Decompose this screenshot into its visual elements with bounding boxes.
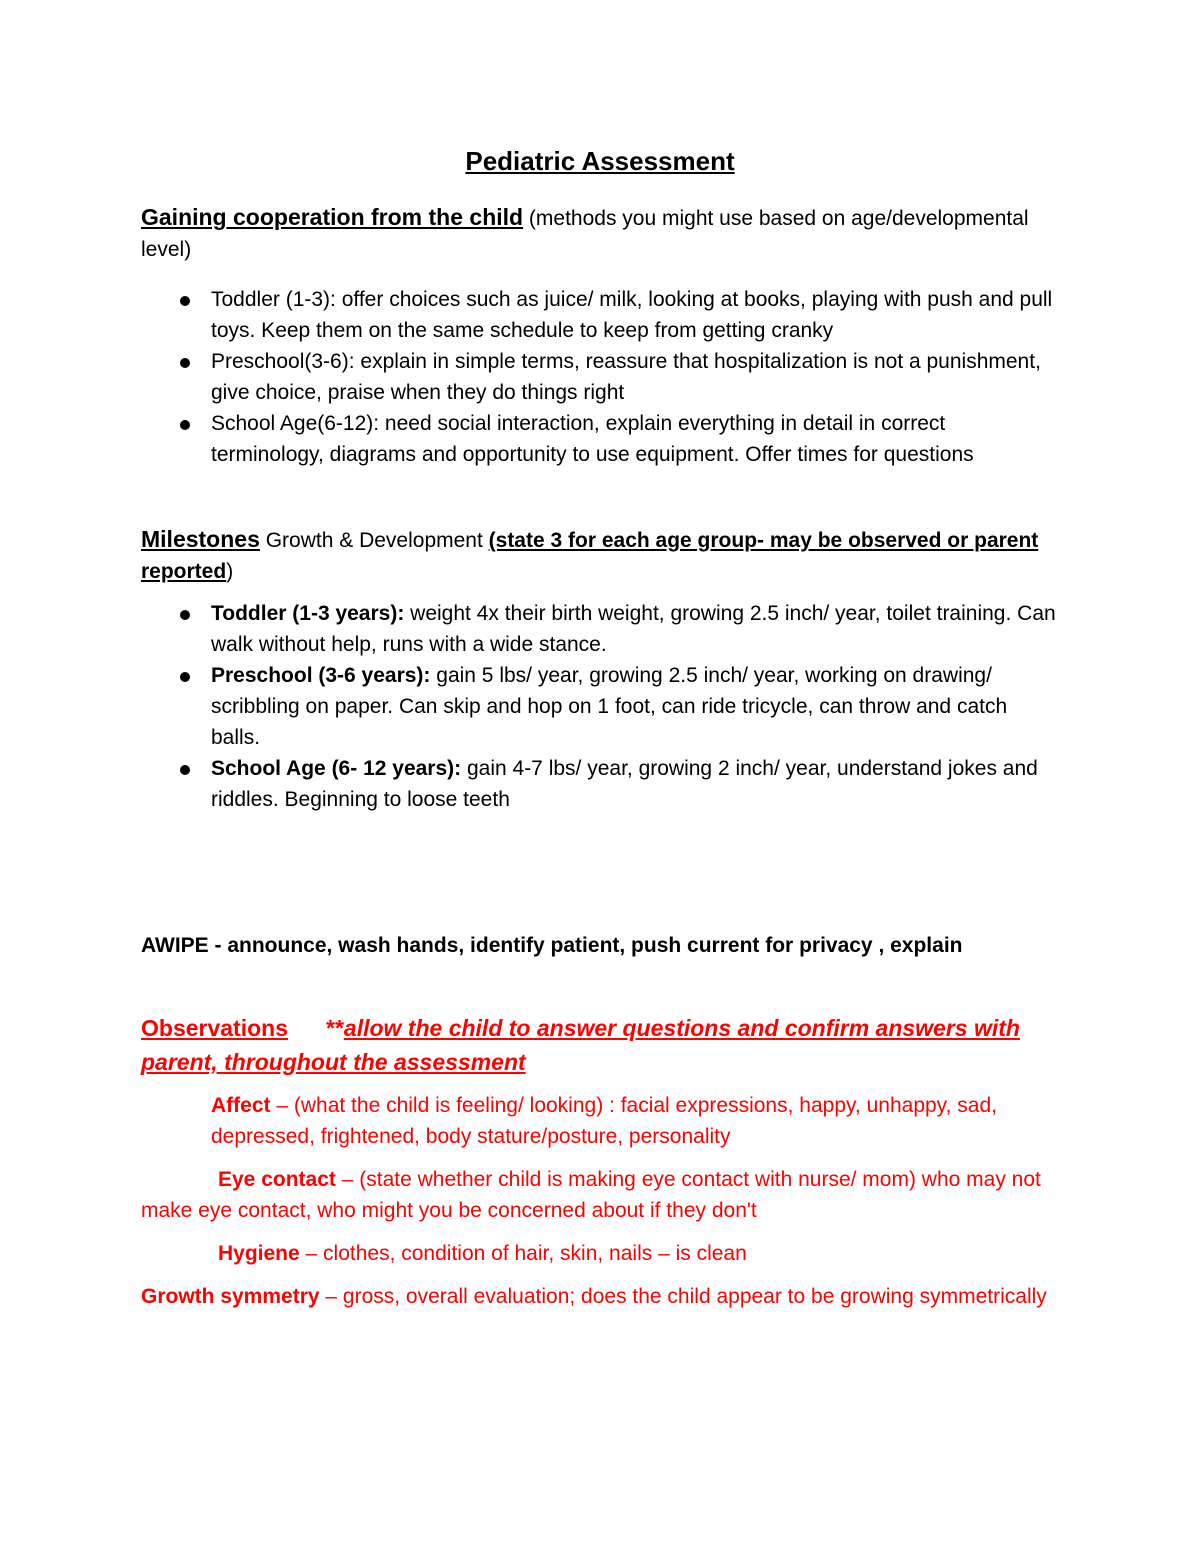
growth-symmetry-label: Growth symmetry [141,1285,320,1308]
list-item-text: School Age(6-12): need social interaction, explain everything in detail in correct terminology, diagrams and opportunity to use equipment. Offer times for questions [211,412,974,466]
list-item [141,346,1061,408]
list-item-label: School Age (6- 12 years): [211,757,462,780]
milestones-note: (state 3 for each age group- may be observed or parent reported [141,529,1039,583]
affect-text: – (what the child is feeling/ looking) : facial expressions, happy, unhappy, sad, depressed, frightened, body stature/posture, personality [211,1094,997,1148]
milestones-subheading: Growth & Development [259,529,489,552]
observations-heading: Observations [141,1015,288,1041]
eye-contact-block [141,1164,1061,1226]
observations-heading-block [141,1011,1061,1079]
growth-symmetry-text: – gross, overall evaluation; does the child appear to be growing symmetrically [319,1285,1047,1308]
list-item [141,660,1061,753]
list-item [141,284,1061,346]
list-item-text: Preschool(3-6): explain in simple terms, reassure that hospitalization is not a punishment, give choice, praise when they do things right [211,350,1041,404]
list-item [141,753,1061,815]
gaining-heading-block [141,202,1061,265]
gaining-subheading: (methods you might use based on age/developmental level) [141,207,1029,261]
growth-symmetry-block [141,1281,1061,1312]
bullet-icon [180,296,190,306]
hygiene-label: Hygiene [218,1242,300,1265]
hygiene-text: – clothes, condition of hair, skin, nails – is clean [299,1242,747,1265]
hygiene-block [141,1238,1061,1269]
eye-contact-label: Eye contact [218,1168,336,1191]
bullet-icon [180,420,190,430]
gaining-list [141,284,1061,470]
list-item-label: Preschool (3-6 years): [211,664,431,687]
affect-label: Affect [211,1094,271,1117]
list-item-text: Toddler (1-3): offer choices such as juice/ milk, looking at books, playing with push and pull toys. Keep them on the same schedule to keep from getting cranky [211,288,1053,342]
gaining-heading: Gaining cooperation from the child [141,204,524,230]
eye-contact-text: – (state whether child is making eye contact with nurse/ mom) who may not make eye contact, who might you be concerned about if they don't [141,1168,1041,1222]
bullet-icon [180,765,190,775]
affect-block [211,1090,1061,1152]
list-item-text: gain 5 lbs/ year, growing 2.5 inch/ year, working on drawing/ scribbling on paper. Can skip and hop on 1 foot, can ride tricycle, can throw and catch balls. [211,664,1008,749]
bullet-icon [180,672,190,682]
awipe-text: AWIPE - announce, wash hands, identify patient, push current for privacy , explain [141,934,963,957]
bullet-icon [180,358,190,368]
bullet-icon [180,610,190,620]
observations-prefix: ** [326,1015,344,1041]
milestones-heading-block [141,524,1061,587]
list-item-text: weight 4x their birth weight, growing 2.5 inch/ year, toilet training. Can walk without help, runs with a wide stance. [211,602,1056,656]
milestones-list [141,598,1061,815]
list-item [141,598,1061,660]
list-item-text: gain 4-7 lbs/ year, growing 2 inch/ year, understand jokes and riddles. Beginning to loose teeth [211,757,1038,811]
list-item-label: Toddler (1-3 years): [211,602,405,625]
milestones-note-close: ) [226,560,234,583]
page-title: Pediatric Assessment [465,146,735,176]
milestones-heading: Milestones [141,526,260,552]
list-item [141,408,1061,470]
observations-note: allow the child to answer questions and confirm answers with parent, throughout the assessment [141,1015,1020,1075]
